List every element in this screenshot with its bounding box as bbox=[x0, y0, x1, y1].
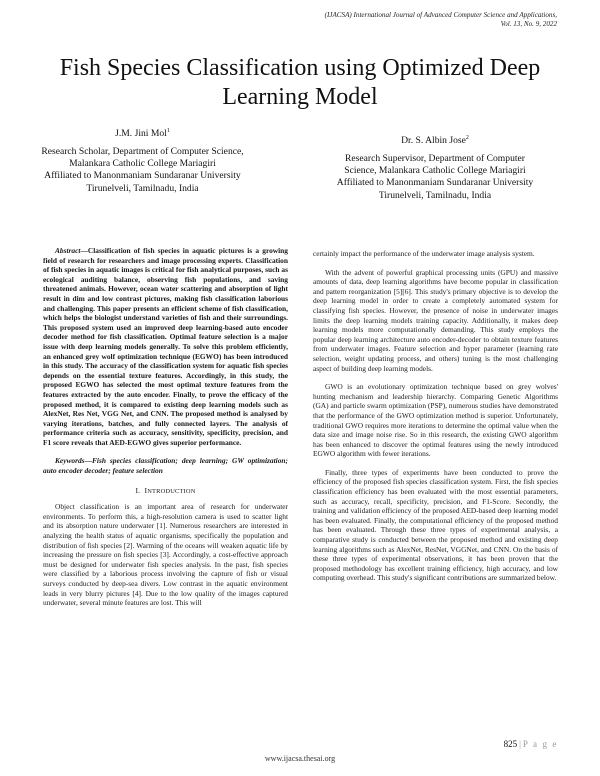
left-column bbox=[43, 246, 288, 608]
author-2-affiliation-line: Affiliated to Manonmaniam Sundaranar University bbox=[336, 177, 534, 189]
author-2-name: Dr. S. Albin Jose$^2$ bbox=[401, 135, 469, 147]
right-column bbox=[313, 249, 558, 583]
section-heading-introduction: I. INTRODUCTION bbox=[135, 485, 196, 495]
author-1-affiliation-line: Malankara Catholic College Mariagiri bbox=[69, 158, 216, 169]
author-1-affiliation-line: Affiliated to Manonmaniam Sundaranar University bbox=[44, 170, 241, 182]
footer-url[interactable]: www.ijacsa.thesai.org bbox=[264, 754, 336, 763]
author-2-affiliation-line: Science, Malankara Catholic College Mariagiri bbox=[344, 165, 526, 176]
author-1-affiliation-line: Research Scholar, Department of Computer Science, bbox=[41, 145, 244, 157]
author-2-affiliation-line: Research Supervisor, Department of Computer bbox=[345, 152, 525, 164]
keywords: Keywords—Fish species classification; deep learning; GW optimization; auto encoder decoder; feature selection bbox=[43, 456, 288, 476]
abstract: Abstract—Classification of fish species in aquatic pictures is a growing field of research for researchers and image processing experts. Classification of fish species in aquatic images is critical for fish analytical purposes, such as ecological auditing balance, observing fish populations, and saving threatened animals. However, ocean water scattering and absorption of light result in dim and low contrast pictures, making fish classification laborious and challenging. This paper presents an efficient scheme of fish classification, which helps the biologist understand varieties of fish and their surroundings. This proposed system used an improved deep learning-based auto encoder decoder method for fish classification. Optimal feature selection is a major issue with deep learning models generally. To solve this problem efficiently, an enhanced grey wolf optimization technique (EGWO) has been introduced in this study. The accuracy of the classification system for aquatic fish species depends on the essential texture features. Accordingly, in this study, the proposed EGWO has selected the most optimal texture features from the features extracted by the auto encoder. Finally, to prove the efficacy of the proposed method, it is compared to existing deep learning models such as AlexNet, Res Net, VGG Net, and CNN. The proposed method is analysed by varying iterations, batches, and fully connected layers. The analysis of performance criteria such as accuracy, sensitivity, specificity, precision, and F1 score reveals that AED-EGWO gives superior performance. bbox=[43, 246, 288, 447]
paper-title: Fish Species Classification using Optimized Deep Learning Model bbox=[59, 55, 541, 110]
author-2 bbox=[290, 132, 580, 202]
author-2-affiliation-line: Tirunelveli, Tamilnadu, India bbox=[378, 189, 492, 201]
journal-name: (IJACSA) International Journal of Advanced Computer Science and Applications, bbox=[324, 11, 557, 19]
body-paragraph: With the advent of powerful graphical processing units (GPU) and massive amounts of data, deep learning algorithms have become popular in classification and pattern reorganization [5][6]. This study's primary objective is to develop the deep learning model in order to create a completely automated system for classifying fish species. However, the presence of noise in underwater images limits the deep learning models training capacity. Additionally, it makes deep learning models more computationally demanding. This study employs the popular deep learning architecture auto encoder-decoder to obtain texture features from underwater images. Feature selection and hyper parameter (learning rate selection, weight updating process, and others) tuning is the most challenging aspect of building deep learning models. bbox=[313, 267, 558, 373]
intro-paragraph: Object classification is an important area of research for underwater environments. To perform this, a high-resolution camera is used to scatter light and its absorption nature underwater [1]. Numerous researchers are interested in analyzing the health status of aquatic organisms, specifically the population and distribution of fish species [2]. Warming of the oceans will weaken aquatic life by increasing the pressure on fish species [3]. Accordingly, a cost-effective approach must be designed for underwater fish species analysis. In the past, fish species were classified by a laborious process involving the capture of fish or visual surveys conducted by deep-sea divers. Low contrast in the aquatic environment leads in very blurry pictures [4]. Due to the low quality of the images captured underwater, several minute features are lost. This will bbox=[43, 502, 288, 608]
journal-volume: Vol. 13, No. 9, 2022 bbox=[500, 20, 557, 29]
author-1-name: J.M. Jini Mol$^1$ bbox=[115, 128, 170, 140]
author-1-affiliation-line: Tirunelveli, Tamilnadu, India bbox=[86, 182, 199, 194]
page-number: 825 | P a g e bbox=[503, 739, 558, 749]
body-paragraph: Finally, three types of experiments have been conducted to prove the efficiency of the proposed fish species classification system. First, the fish species classification efficiency has been evaluated with the most essential parameters, such as accuracy, recall, specificity, precision, and F1-Score. Secondly, the training and validation efficiency of the proposed AED-based deep learning model has been evaluated. Finally, the computational efficiency of the proposed method has been evaluated. Through these three types of experimental analysis, a comparative study is conducted between the proposed method and existing deep learning algorithms such as AlexNet, ResNet, VGGNet, and CNN. On the basis of these three types of experimental observations, it has been proven that the proposed methodology has excellent training efficiency, high accuracy, and low computing overhead. This study's significant contributions are summarized below. bbox=[313, 467, 558, 583]
body-paragraph: certainly impact the performance of the underwater image analysis system. bbox=[313, 249, 535, 258]
body-paragraph: GWO is an evolutionary optimization technique based on grey wolves' hunting mechanism and leadership hierarchy. Comparing Genetic Algorithms (GA) and particle swarm optimization (PSP), numerous studies have demonstrated that the performance of the GWO optimization method is superior. Unfortunately, traditional GWO requires more iterations to determine the optimal value when the data size and image noise rise. So in this research, the existing GWO algorithm has been enhanced to discover the optimal features using the newly introduced EGWO algorithm with fewer iterations. bbox=[313, 382, 558, 459]
author-1 bbox=[10, 125, 275, 195]
running-header bbox=[197, 11, 557, 30]
